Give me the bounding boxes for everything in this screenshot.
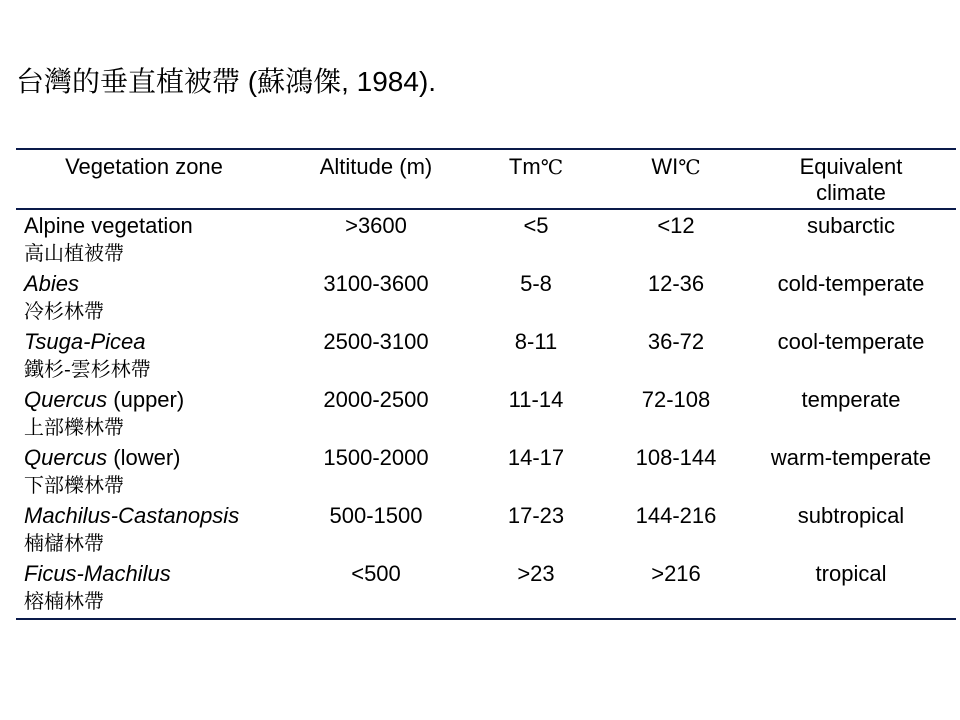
header-tm <box>466 149 606 209</box>
tm-cell: 5-8 <box>520 271 552 296</box>
header-wi-label: WI <box>651 154 679 179</box>
altitude-cell: >3600 <box>345 213 407 238</box>
zone-name-chinese: 下部櫟林帶 <box>24 473 124 497</box>
vegetation-zone-cell <box>16 268 286 326</box>
table-body <box>16 209 956 619</box>
altitude-cell: <500 <box>286 558 466 619</box>
equivalent-climate-cell: cold-temperate <box>777 271 925 296</box>
equivalent-climate-cell: warm-temperate <box>770 445 932 470</box>
header-equivalent-climate: Equivalent climate <box>746 149 956 209</box>
tm-cell: <5 <box>523 213 549 238</box>
zone-name-chinese: 鐵杉-雲杉林帶 <box>24 357 151 381</box>
zone-scientific-name: Ficus-Machilus <box>24 561 171 586</box>
wi-cell: 144-216 <box>635 503 717 528</box>
header-vegetation-zone-label: Vegetation zone <box>65 154 223 179</box>
zone-scientific-name: Quercus <box>24 387 108 412</box>
altitude-cell: 1500-2000 <box>323 445 429 470</box>
zone-name-prefix: Alpine vegetation <box>24 213 193 238</box>
table-row <box>16 500 956 558</box>
wi-cell: <12 <box>657 213 695 238</box>
vegetation-zone-cell <box>16 442 286 500</box>
wi-cell: 36-72 <box>647 329 705 354</box>
header-tm-unit: ℃ <box>540 155 564 179</box>
vegetation-zone-cell <box>16 209 286 268</box>
table-row <box>16 209 956 268</box>
zone-name-english <box>24 270 286 298</box>
equivalent-climate-cell: subarctic <box>806 213 896 238</box>
zone-name-english <box>24 386 286 414</box>
zone-name-qualifier: (lower) <box>107 445 181 470</box>
zone-scientific-name: Tsuga-Picea <box>24 329 146 354</box>
zone-name-qualifier: (upper) <box>107 387 185 412</box>
zone-scientific-name: Machilus-Castanopsis <box>24 503 240 528</box>
vegetation-zone-cell <box>16 558 286 619</box>
tm-cell: 14-17 <box>507 445 565 470</box>
table-row <box>16 442 956 500</box>
tm-cell: >23 <box>466 558 606 619</box>
vegetation-zone-cell <box>16 384 286 442</box>
altitude-cell: 2000-2500 <box>323 387 429 412</box>
zone-name-chinese: 榕楠林帶 <box>24 589 104 613</box>
equivalent-climate-cell: cool-temperate <box>777 329 925 354</box>
header-altitude: Altitude (m) <box>286 149 466 209</box>
table-header-row <box>16 149 956 209</box>
altitude-cell: 2500-3100 <box>323 329 429 354</box>
header-wi-unit: ℃ <box>678 155 701 179</box>
equivalent-climate-cell: subtropical <box>797 503 905 528</box>
table-row <box>16 558 956 619</box>
header-wi <box>606 149 746 209</box>
zone-scientific-name: Quercus <box>24 445 108 470</box>
tm-cell: 11-14 <box>508 387 564 412</box>
table-row <box>16 384 956 442</box>
table-row <box>16 268 956 326</box>
vegetation-zone-cell <box>16 326 286 384</box>
equivalent-climate-cell: tropical <box>746 558 956 619</box>
wi-cell: >216 <box>606 558 746 619</box>
zone-name-chinese: 高山植被帶 <box>24 241 124 265</box>
zone-name-chinese: 冷杉林帶 <box>24 299 104 323</box>
zone-name-english <box>24 212 286 240</box>
vegetation-zone-table <box>16 148 956 620</box>
vegetation-zone-cell <box>16 500 286 558</box>
altitude-cell: 3100-3600 <box>323 271 429 296</box>
equivalent-climate-cell: temperate <box>801 387 901 412</box>
tm-cell: 8-11 <box>514 329 558 354</box>
table-row <box>16 326 956 384</box>
wi-cell: 72-108 <box>641 387 711 412</box>
wi-cell: 108-144 <box>635 445 717 470</box>
tm-cell: 17-23 <box>507 503 565 528</box>
zone-name-chinese: 上部櫟林帶 <box>24 415 124 439</box>
zone-scientific-name: Abies <box>24 271 80 296</box>
zone-name-chinese: 楠櫧林帶 <box>24 531 104 555</box>
slide-title: 台灣的垂直植被帶 (蘇鴻傑, 1984). <box>16 66 437 97</box>
zone-name-english <box>24 560 286 588</box>
header-tm-label: Tm <box>508 154 541 179</box>
zone-name-english <box>24 328 286 356</box>
altitude-cell: 500-1500 <box>329 503 423 528</box>
zone-name-english <box>24 444 286 472</box>
zone-name-english <box>24 502 286 530</box>
header-vegetation-zone <box>16 149 286 209</box>
wi-cell: 12-36 <box>647 271 705 296</box>
